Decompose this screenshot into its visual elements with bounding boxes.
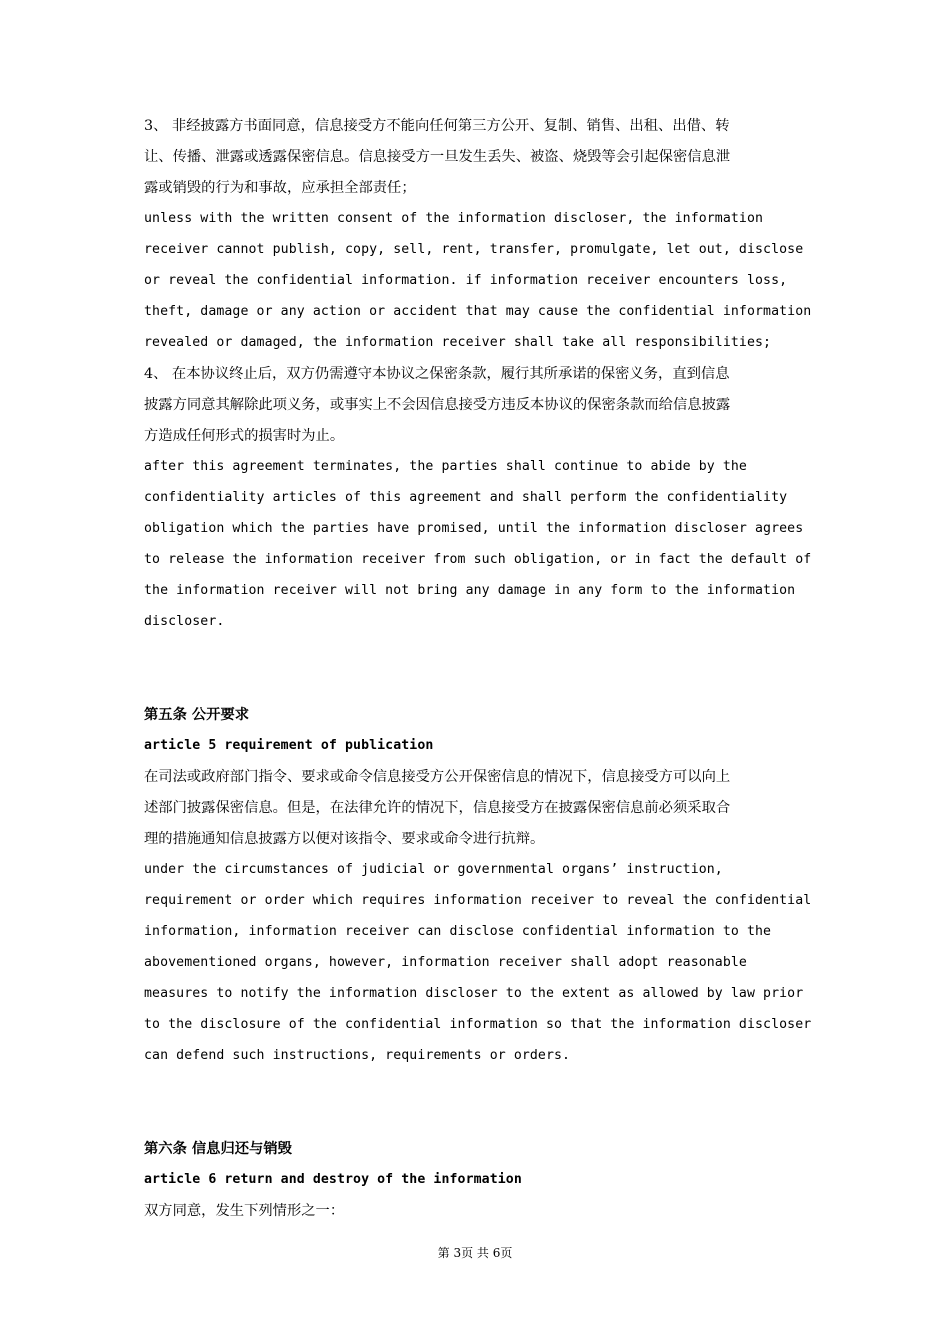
article-5-heading-en: article 5 requirement of publication [144, 738, 434, 753]
clause-4-en-line-2: confidentiality articles of this agreement and shall perform the confidentiality [144, 490, 788, 505]
clause-4-en-line-5: the information receiver will not bring any damage in any form to the information [144, 583, 796, 598]
clause-3-en-line-1: unless with the written consent of the information discloser, the information [144, 211, 764, 226]
article-5-en-line-5: measures to notify the information discloser to the extent as allowed by law prior [144, 986, 804, 1001]
article-5-en-line-4: abovementioned organs, however, information receiver shall adopt reasonable [144, 955, 747, 970]
article-5-zh-line-1: 在司法或政府部门指令、要求或命令信息接受方公开保密信息的情况下，信息接受方可以向上 [144, 769, 731, 785]
article-5-en-line-3: information, information receiver can disclose confidential information to the [144, 924, 772, 939]
article-5-en-line-7: can defend such instructions, requirements or orders. [144, 1048, 571, 1063]
clause-4-en-line-1: after this agreement terminates, the parties shall continue to abide by the [144, 459, 747, 474]
clause-4-en-line-3: obligation which the parties have promised, until the information discloser agrees [144, 521, 804, 536]
clause-3-en-line-3: or reveal the confidential information. if information receiver encounters loss, [144, 273, 788, 288]
clause-4-zh-line-3: 方造成任何形式的损害时为止。 [144, 428, 345, 444]
clause-4-zh-line-1: 4、 在本协议终止后，双方仍需遵守本协议之保密条款，履行其所承诺的保密义务，直到信息 [144, 366, 730, 382]
article-5-en-line-1: under the circumstances of judicial or governmental organs’ instruction, [144, 862, 723, 877]
clause-3-zh-line-1: 3、 非经披露方书面同意，信息接受方不能向任何第三方公开、复制、销售、出租、出借、转 [144, 118, 730, 134]
clause-4-en-line-6: discloser. [144, 614, 225, 629]
article-6-heading-en: article 6 return and destroy of the information [144, 1172, 522, 1187]
clause-3-en-line-5: revealed or damaged, the information receiver shall take all responsibilities; [144, 335, 772, 350]
page-number-footer: 第 3页 共 6页 [437, 1246, 513, 1260]
article-5-zh-line-2: 述部门披露保密信息。但是，在法律允许的情况下，信息接受方在披露保密信息前必须采取合 [144, 800, 731, 816]
article-5-en-line-2: requirement or order which requires information receiver to reveal the confidential [144, 893, 812, 908]
clause-3-zh-line-3: 露或销毁的行为和事故，应承担全部责任； [144, 180, 416, 196]
clause-3-en-line-2: receiver cannot publish, copy, sell, rent, transfer, promulgate, let out, disclose [144, 242, 804, 257]
article-5-heading-zh: 第五条 公开要求 [144, 707, 250, 723]
clause-3-en-line-4: theft, damage or any action or accident that may cause the confidential information [144, 304, 812, 319]
clause-3-zh-line-2: 让、传播、泄露或透露保密信息。信息接受方一旦发生丢失、被盗、烧毁等会引起保密信息泄 [144, 149, 731, 165]
clause-4-zh-line-2: 披露方同意其解除此项义务，或事实上不会因信息接受方违反本协议的保密条款而给信息披露 [144, 397, 731, 413]
article-6-heading-zh: 第六条 信息归还与销毁 [144, 1141, 292, 1157]
article-6-zh-line-1: 双方同意，发生下列情形之一： [144, 1203, 345, 1219]
clause-4-en-line-4: to release the information receiver from such obligation, or in fact the default of [144, 552, 812, 567]
article-5-zh-line-3: 理的措施通知信息披露方以便对该指令、要求或命令进行抗辩。 [144, 831, 545, 847]
article-5-en-line-6: to the disclosure of the confidential information so that the information discloser [144, 1017, 812, 1032]
